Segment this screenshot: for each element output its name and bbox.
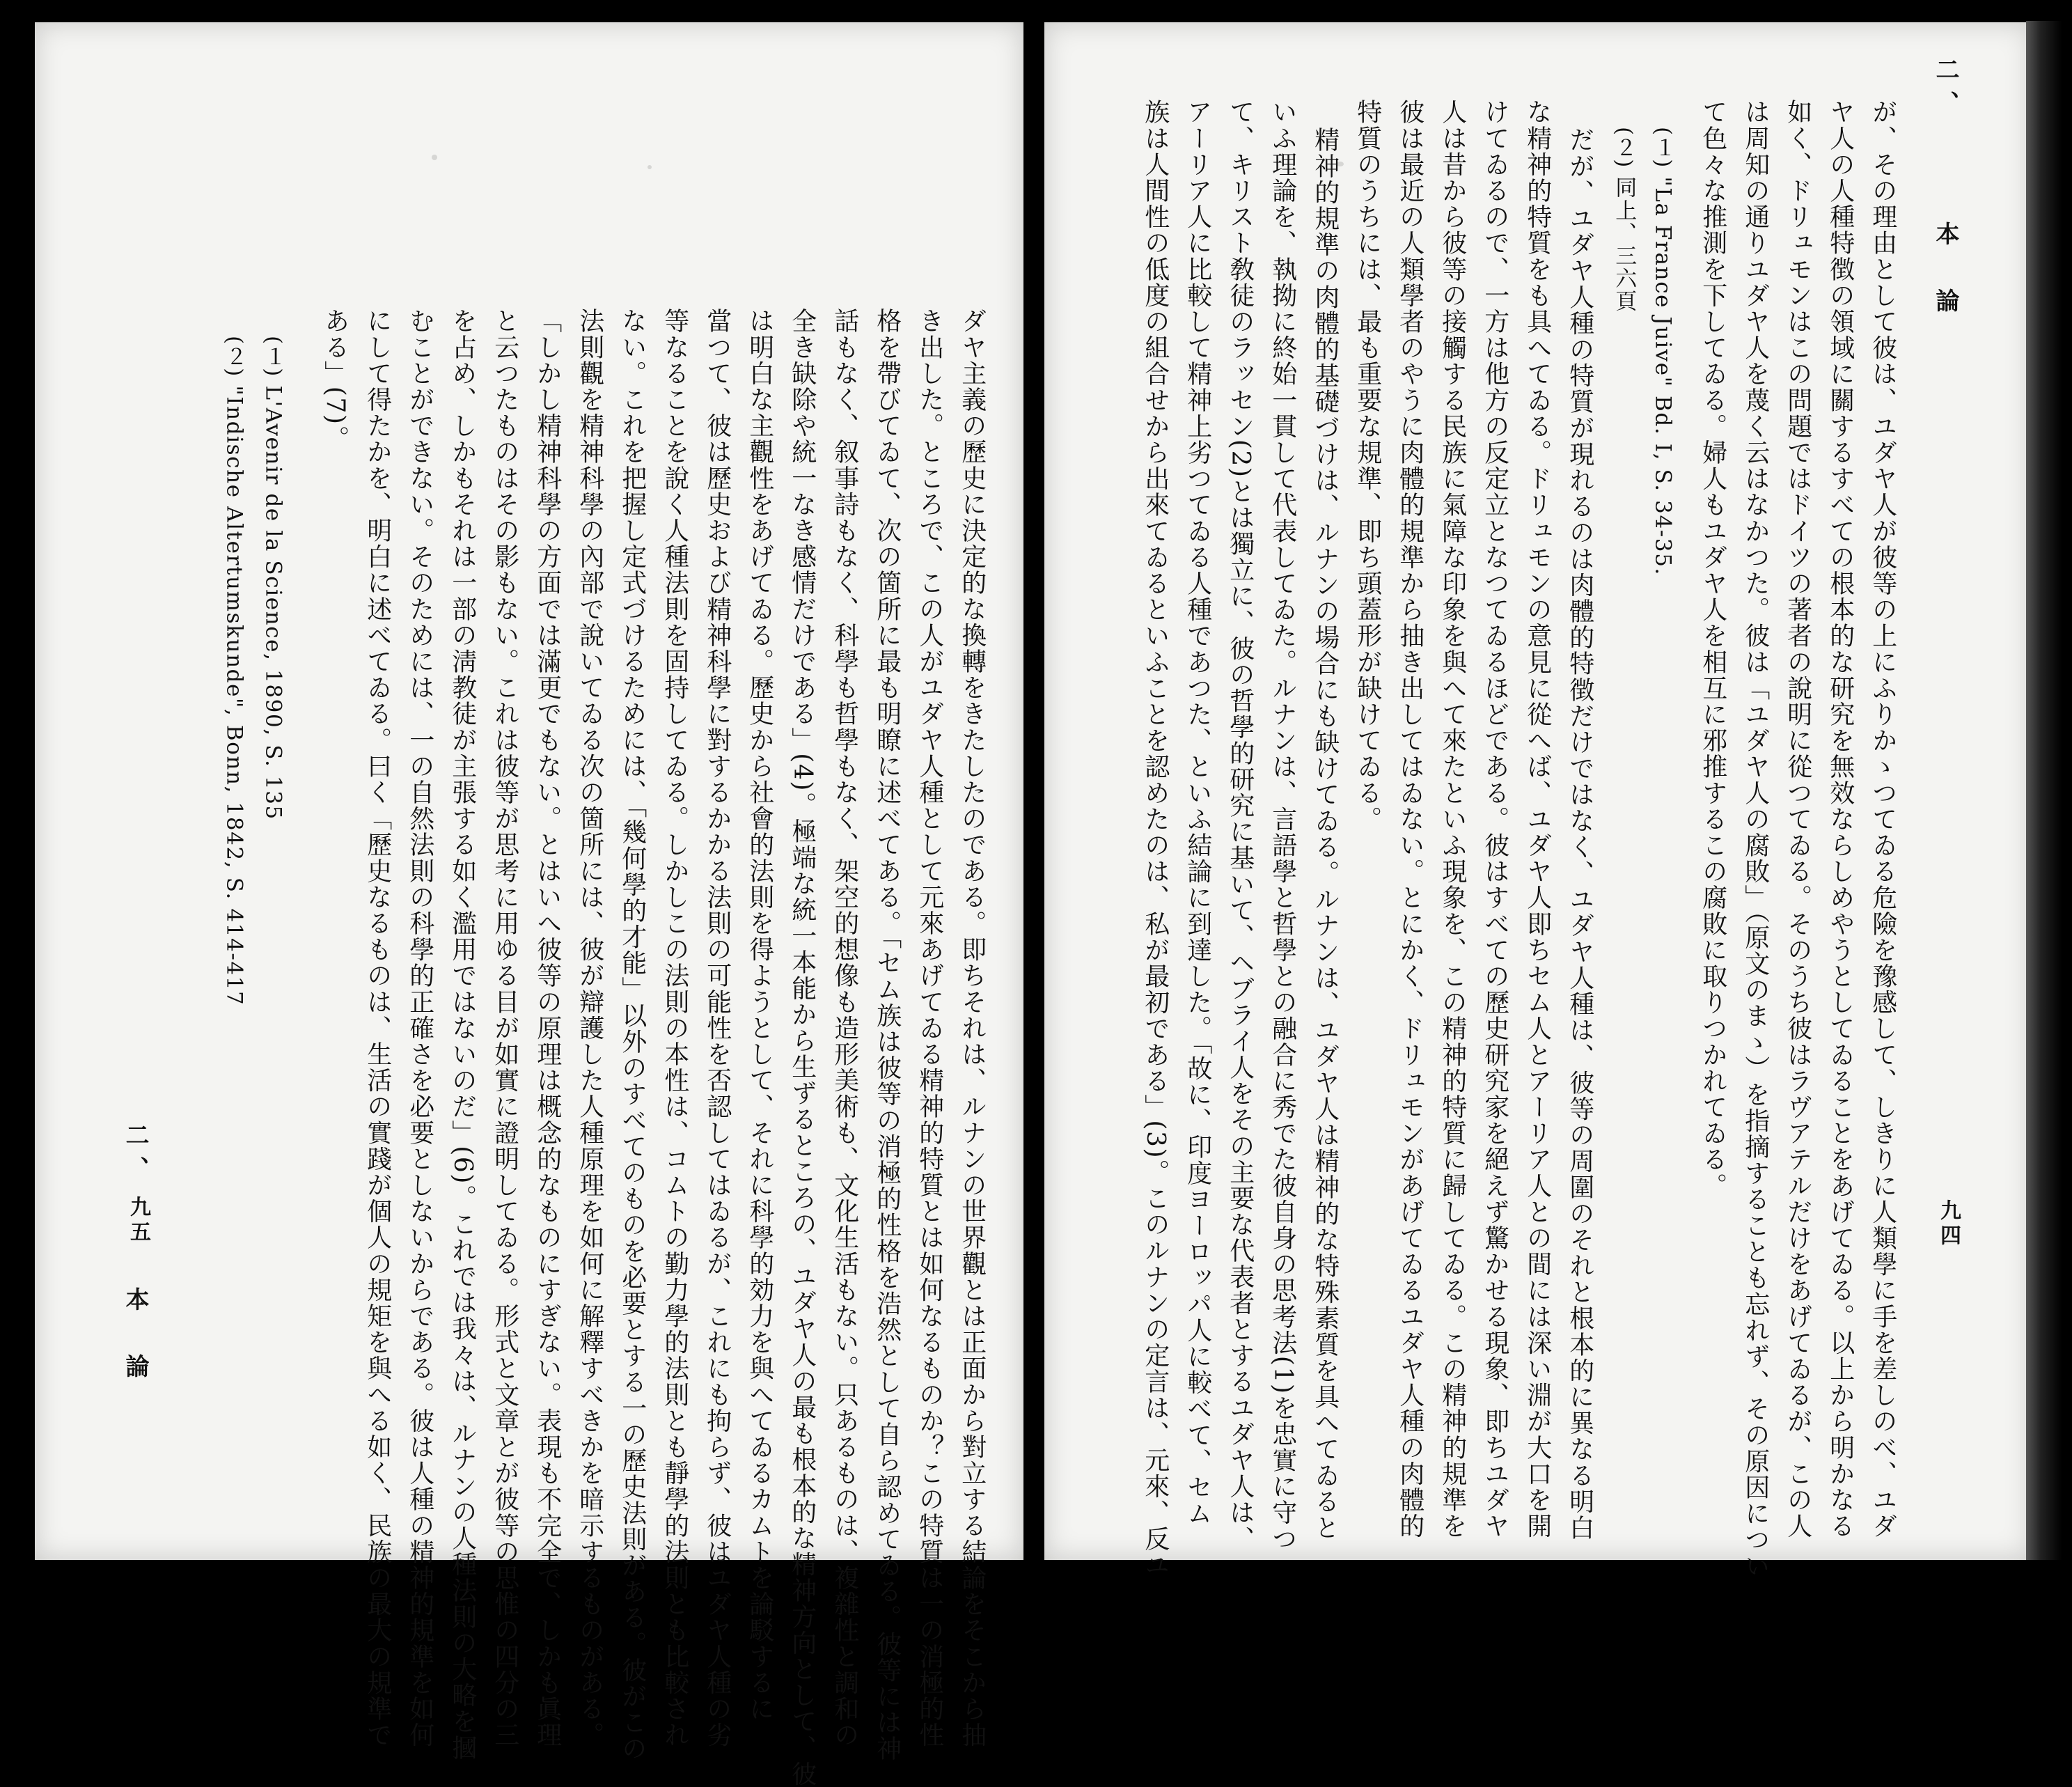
text-column: 等なることを說く人種法則を固持してゐる。しかしこの法則の本性は、コムトの勤力學的法則とも靜學的法則とも比較され xyxy=(660,308,689,1748)
text-column: だが、ユダヤ人種の特質が現れるのは肉體的特徴だけではなく、ユダヤ人種は、彼等の周圍のそれと根本的に異なる明白 xyxy=(1565,127,1594,1541)
text-column: て色々な推測を下してゐる。婦人もユダヤ人を相互に邪推するこの腐敗に取りつかれてゐる。 xyxy=(1698,99,1727,1199)
text-column: き出した。ところで、この人がユダヤ人種として元來あげてゐる精神的特質とは如何なるものか？この特質は一の消極的性 xyxy=(915,308,944,1748)
book-binding-edge xyxy=(2026,21,2062,1560)
text-column: 「しかし精神科學の方面では滿更でもない。とはいへ彼等の原理は概念的なものにすぎない。表現も不完全で、しかも眞理 xyxy=(533,308,562,1748)
text-column: 精神的規準の肉體的基礎づけは、ルナンの場合にも缺けてゐる。ルナンは、ユダヤ人は精神的な特殊素質を具へてゐると xyxy=(1310,127,1340,1541)
text-column: ダヤ主義の歷史に決定的な換轉をきたしたのである。即ちそれは、ルナンの世界觀とは正面から對立する結論をそこから抽 xyxy=(957,308,987,1748)
text-column: な精神的特質をも具へてゐる。ドリュモンの意見に從へば、ユダヤ人即ちセム人とアーリア人との間には深い淵が大口を開 xyxy=(1523,99,1552,1539)
text-column: て、キリスト敎徒のラッセン(2)とは獨立に、彼の哲學的研究に基いて、ヘブライ人をその主要な代表者とするユダヤ人は、 xyxy=(1225,99,1255,1552)
page-number: 九四 xyxy=(1936,1199,1961,1249)
text-column: 特質のうちには、最も重要な規準、即ち頭蓋形が缺けてゐる。 xyxy=(1353,99,1382,832)
text-column: 彼は最近の人類學者のやうに肉體的規準から抽き出してはゐない。とにかく、ドリュモンがあげてゐるユダヤ人種の肉體的 xyxy=(1395,99,1424,1539)
right-page xyxy=(1044,22,2032,1579)
running-head xyxy=(1929,57,1963,322)
text-column: は明白な主觀性をあげてゐる。歷史から社會的法則を得ようとして、それに科學的効力を與へてゐるカムトを論駁するに xyxy=(745,308,774,1722)
text-column: が、その理由として彼は、ユダヤ人が彼等の上にふりかゝつてゐる危險を豫感して、しきりに人類學に手を差しのべ、ユダ xyxy=(1868,99,1897,1539)
running-head xyxy=(118,1123,152,1387)
text-column: 格を帶びてゐて、次の箇所に最も明瞭に述べてある。「セム族は彼等の消極的性格を浩然として自ら認めてゐる。彼等には神 xyxy=(872,308,902,1762)
page-stain xyxy=(1337,162,1344,166)
text-column: ヤ人の人種特徴の領域に關するすべての根本的な研究を無效ならしめやうとしてゐることをあげてゐる。以上から明かなる xyxy=(1826,99,1855,1539)
running-head-part: 二、 xyxy=(1931,57,1959,124)
running-head-title: 本 論 xyxy=(121,1287,149,1387)
footnote: (２) 同上、三六頁 xyxy=(1611,127,1637,313)
running-head-title: 本 論 xyxy=(1931,221,1959,322)
text-column: アーリア人に比較して精神上劣つてゐる人種であつた、といふ結論に到達した。「故に、印度ヨーロッパ人に較べて、セム xyxy=(1183,99,1212,1527)
running-head-part: 二、 xyxy=(121,1123,149,1189)
footnote: (１) L'Avenir de la Science, 1890, S. 135 xyxy=(260,336,286,820)
text-column: 人は昔から彼等の接觸する民族に氣障な印象を與へて來たといふ現象を、この精神的特質に歸してゐる。この精神的規準を xyxy=(1438,99,1467,1539)
text-column: 話もなく、叙事詩もなく、科學も哲學もなく、架空的想像も造形美術も、文化生活もない。只あるものは、複雜性と調和の xyxy=(830,308,859,1748)
text-column: 全き缺除や統一なき感情だけである」(4)。極端な統一本能から生ずるところの、ユダヤ人の最も根本的な精神方向として、彼 xyxy=(787,308,817,1787)
text-column: 如く、ドリュモンはこの問題ではドイツの著者の說明に從つてゐる。そのうち彼はラヴアテルだけをあげてゐるが、この人 xyxy=(1783,99,1812,1539)
footnote: (１) "La France Juive" Bd. I, S. 34-35. xyxy=(1650,127,1676,576)
text-column: むことができない。そのためには、一の自然法則の科學的正確さを必要としないからである。彼は人種の精神的規準を如何 xyxy=(405,308,434,1748)
text-column: いふ理論を、執拗に終始一貫して代表してゐた。ルナンは、言語學と哲學との融合に秀でた彼自身の思考法(1)を忠實に守つ xyxy=(1268,99,1297,1552)
page-number: 九五 xyxy=(126,1196,150,1246)
page-stain xyxy=(648,165,652,169)
text-column: 法則觀を精神科學の內部で說いてゐる次の箇所には、彼が辯護した人種原理を如何に解釋すべきかを暗示するものがある。 xyxy=(575,308,604,1748)
left-page xyxy=(35,22,1023,1787)
text-column: ある」(7)。 xyxy=(320,308,350,452)
text-column: と云つたものはその影もない。これは彼等が思考に用ゆる目が如實に證明してゐる。形式と文章とが彼等の思惟の四分の三 xyxy=(490,308,519,1748)
text-column: 族は人間性の低度の組合せから出來てゐるといふことを認めたのは、私が最初である」(3)。このルナンの定言は、元來、反ユ xyxy=(1140,99,1170,1578)
text-column: 當つて、彼は歷史および精神科學に對するかかる法則の可能性を否認してはゐるが、これにも拘らず、彼はユダヤ人種の劣 xyxy=(703,308,732,1748)
page-stain xyxy=(432,155,437,160)
text-column: を占め、しかもそれは一部の淸教徒が主張する如く濫用ではないのだ」(6)。これでは我々は、ルナンの人種法則の大略を摑 xyxy=(448,308,477,1761)
text-column: けてゐるので、一方は他方の反定立となつてゐるほどである。彼はすべての歷史研究家を絕えず驚かせる現象、即ちユダヤ xyxy=(1480,99,1509,1539)
text-column: は周知の通りユダヤ人を蔑く云はなかつた。彼は「ユダヤ人の腐敗」（原文のまゝ）を指摘することも忘れず、その原因につい xyxy=(1741,99,1770,1579)
text-column: にして得たかを、明白に述べてゐる。曰く「歷史なるものは、生活の實踐が個人の規矩を與へる如く、民族の最大の規準で xyxy=(363,308,392,1748)
text-column: ない。これを把握し定式づけるためには、「幾何學的才能」以外のすべてのものを必要とする一の歷史法則がある。彼がこの xyxy=(618,308,647,1762)
footnote: (２) "Indische Altertumskunde", Bonn, 1842, S. 414-417 xyxy=(221,336,247,1006)
